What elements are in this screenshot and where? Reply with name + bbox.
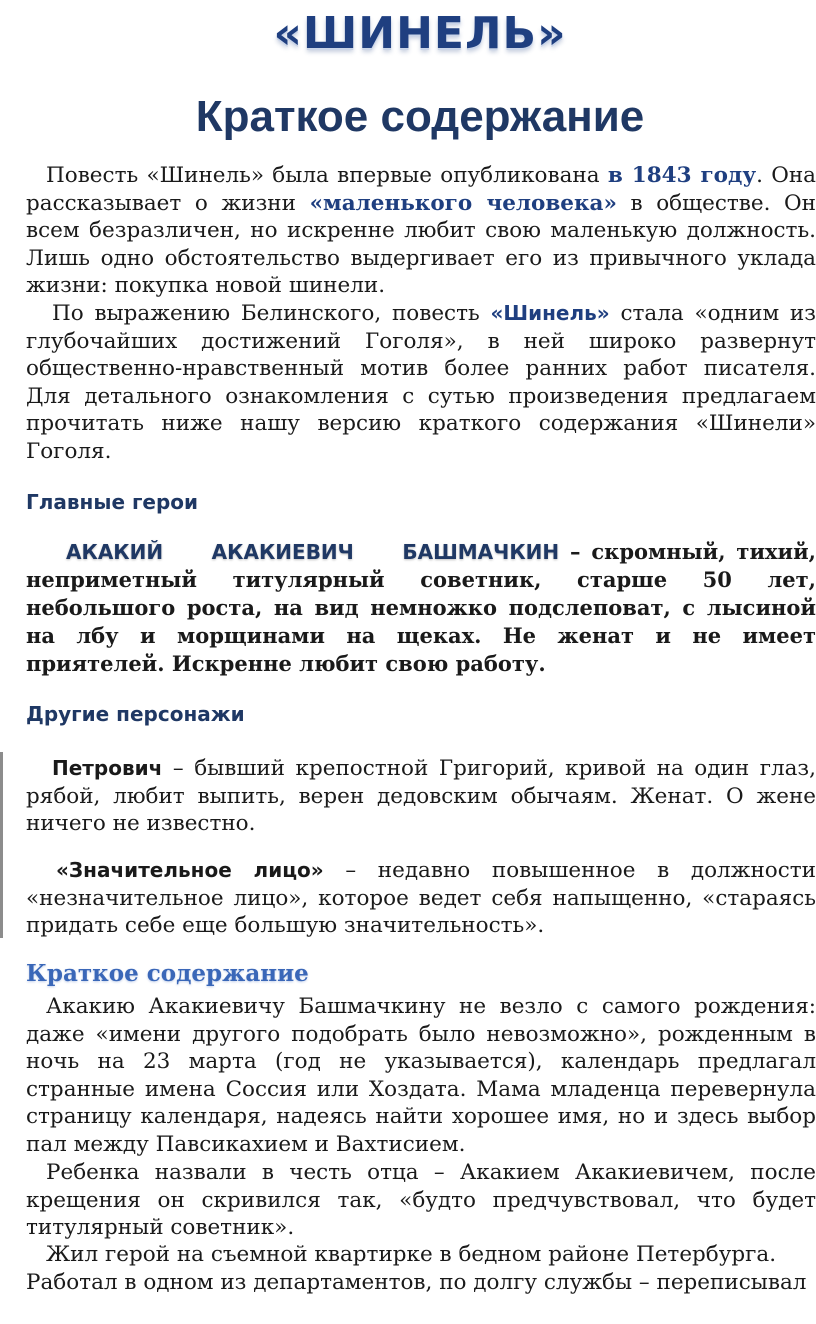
- summary-paragraph-3: [26, 1241, 816, 1269]
- character-petrovich: [26, 755, 816, 838]
- summary-heading: Краткое содержание: [26, 960, 309, 987]
- intro-paragraph-2: [26, 300, 816, 465]
- margin-bar: [0, 752, 3, 938]
- story-title-inline: «Шинель»: [490, 301, 610, 325]
- publication-year: в 1843 году: [607, 163, 757, 188]
- main-title: «ШИНЕЛЬ»: [273, 8, 567, 59]
- significant-person-description: – недавно повышенное в должности «незначительное лицо», которое ведет себя напыщенно, «стараясь придать себе еще большую значительность».: [26, 858, 816, 938]
- summary-p2-text: Ребенка назвали в честь отца – Акакием Акакиевичем, после крещения он скривился так, «будто предчувствовал, что будет титулярный советник».: [26, 1160, 816, 1240]
- little-man-phrase: «маленького человека»: [309, 190, 617, 216]
- petrovich-description: – бывший крепостной Григорий, кривой на один глаз, рябой, любит выпить, верен дедовским обычаям. Женат. О жене ничего не известно.: [26, 756, 816, 836]
- other-characters-heading: Другие персонажи: [26, 702, 245, 726]
- summary-p1-text: Акакию Акакиевичу Башмачкину не везло с самого рождения: даже «имени другого подобрать было невозможно», рожденным в ночь на 23 марта (год не указывается), календарь предлагал странные имена Соссия или Хоздата. Мама младенца перевернула страницу календаря, надеясь найти хорошее имя, но и здесь выбор пал между Павсикахием и Вахтисием.: [26, 994, 816, 1157]
- significant-person-name: «Значительное лицо»: [56, 858, 324, 882]
- summary-p3-text: Жил герой на съемной квартирке в бедном районе Петербурга.: [46, 1242, 777, 1267]
- main-hero-name: АКАКИЙ АКАКИЕВИЧ БАШМАЧКИН: [66, 540, 560, 564]
- main-hero-dash: –: [559, 539, 592, 564]
- summary-paragraph-4: [26, 1269, 816, 1297]
- petrovich-name: Петрович: [52, 756, 163, 780]
- subtitle: Краткое содержание: [195, 92, 645, 141]
- intro-p1-text-b: . Она рассказывает о жизни: [26, 163, 816, 216]
- summary-p4-text: Работал в одном из департаментов, по долгу службы – переписывал: [26, 1270, 807, 1295]
- intro-p2-text-a: По выражению Белинского, повесть: [52, 301, 491, 326]
- character-significant-person: [26, 857, 816, 940]
- intro-p2-text-b: стала «одним из глубочайших достижений Гоголя», в ней широко развернут общественно-нравственный мотив более ранних работ писателя. Для детального ознакомления с сутью произведения предлагаем прочитать ниже нашу версию краткого содержания «Шинели» Гоголя.: [26, 301, 816, 464]
- summary-paragraph-1: [26, 993, 816, 1158]
- intro-p1-text-c: в обществе. Он всем безразличен, но искренне любит свою маленькую должность. Лишь одно обстоятельство выдергивает его из привычного уклада жизни: покупка новой шинели.: [26, 190, 816, 298]
- intro-p1-text-a: Повесть «Шинель» была впервые опубликована: [46, 163, 608, 188]
- main-heroes-heading: Главные герои: [26, 490, 199, 514]
- intro-paragraph-1: [26, 162, 816, 300]
- main-hero-description: скромный, тихий, неприметный титулярный советник, старше 50 лет, небольшого роста, на вид немножко подслеповат, с лысиной на лбу и морщинами на щеках. Не женат и не имеет приятелей. Искренне любит свою работу.: [26, 539, 816, 676]
- summary-paragraph-2: [26, 1159, 816, 1242]
- main-hero-paragraph: [26, 538, 816, 678]
